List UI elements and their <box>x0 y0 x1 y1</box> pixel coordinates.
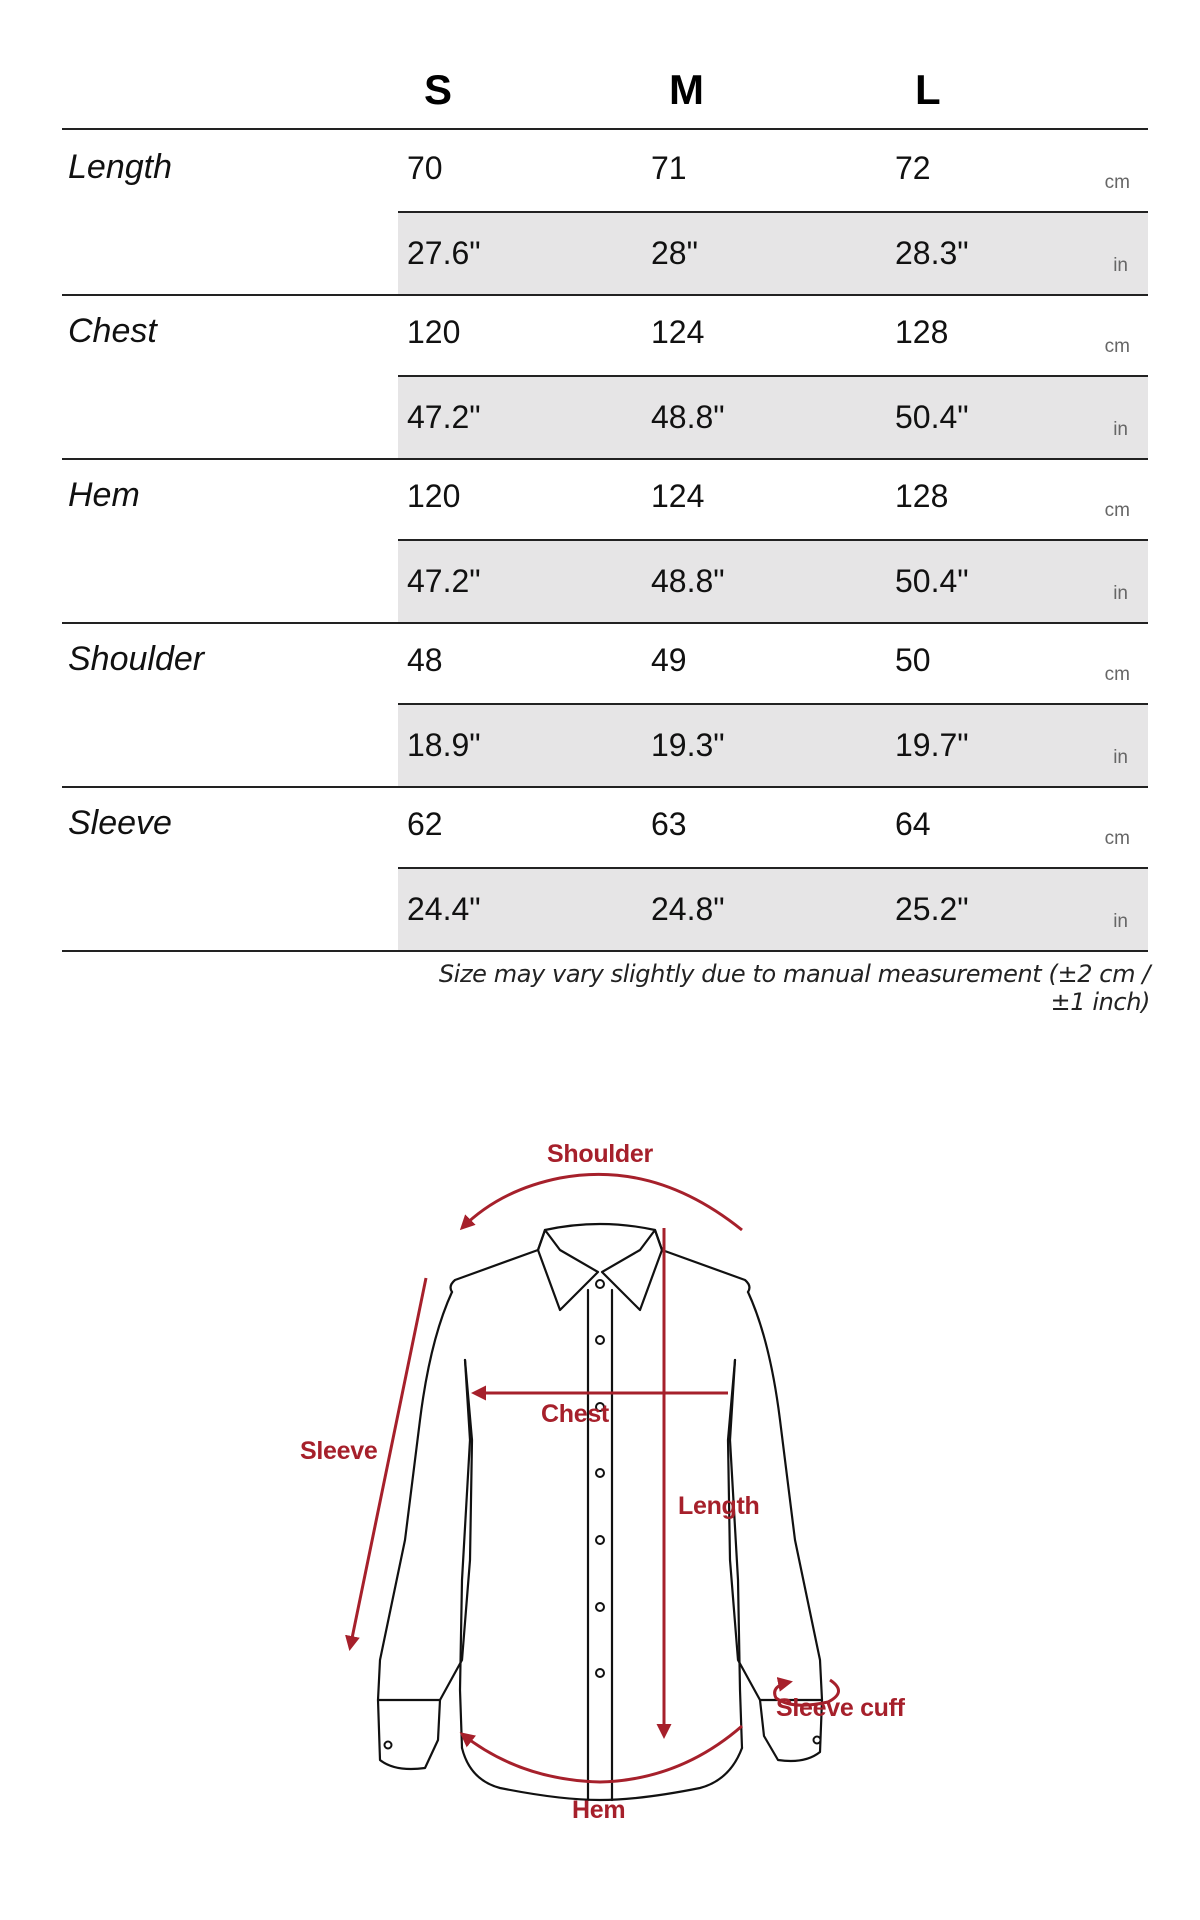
in-value: 25.2" <box>895 891 969 927</box>
unit-in: in <box>1113 583 1128 604</box>
measure-name: Length <box>68 148 172 186</box>
label-shoulder: Shoulder <box>547 1140 653 1168</box>
unit-in: in <box>1113 747 1128 768</box>
cm-row <box>398 458 1148 541</box>
in-value: 28" <box>651 235 698 271</box>
in-row <box>398 541 1148 622</box>
cm-value: 48 <box>407 642 443 678</box>
unit-in: in <box>1113 419 1128 440</box>
cm-value: 62 <box>407 806 443 842</box>
unit-in: in <box>1113 255 1128 276</box>
cm-value: 63 <box>651 806 687 842</box>
body-right-side <box>730 1360 742 1748</box>
cm-value: 120 <box>407 314 461 350</box>
in-value: 50.4" <box>895 563 969 599</box>
in-value: 50.4" <box>895 399 969 435</box>
in-value: 47.2" <box>407 399 481 435</box>
cm-value: 71 <box>651 150 687 186</box>
measure-group-length <box>62 130 1148 296</box>
cm-value: 50 <box>895 642 931 678</box>
measure-name: Hem <box>68 476 140 514</box>
unit-in: in <box>1113 911 1128 932</box>
measurement-note: Size may vary slightly due to manual measurement (±2 cm / ±1 inch) <box>438 960 1150 1016</box>
size-label-s: S <box>424 66 453 113</box>
measure-group-sleeve <box>62 786 1148 952</box>
label-chest: Chest <box>541 1400 609 1428</box>
label-sleeve: Sleeve <box>300 1437 378 1465</box>
hem-arrow <box>462 1726 742 1782</box>
label-hem: Hem <box>572 1796 626 1824</box>
measure-name: Chest <box>68 312 157 350</box>
cm-value: 128 <box>895 478 949 514</box>
unit-cm: cm <box>1104 500 1130 521</box>
label-length: Length <box>678 1492 760 1520</box>
cm-value: 64 <box>895 806 931 842</box>
in-value: 48.8" <box>651 563 725 599</box>
measure-name: Sleeve <box>68 804 172 842</box>
cm-row <box>398 294 1148 377</box>
in-row <box>398 705 1148 786</box>
unit-cm: cm <box>1104 172 1130 193</box>
in-row <box>398 869 1148 950</box>
measurement-arrows <box>350 1174 839 1782</box>
in-value: 24.8" <box>651 891 725 927</box>
in-value: 18.9" <box>407 727 481 763</box>
unit-cm: cm <box>1104 336 1130 357</box>
unit-cm: cm <box>1104 828 1130 849</box>
cm-value: 72 <box>895 150 931 186</box>
in-row <box>398 213 1148 294</box>
size-label-l: L <box>915 66 941 113</box>
measure-name: Shoulder <box>68 640 205 678</box>
size-label-m: M <box>669 66 704 113</box>
size-header-row <box>62 62 1148 130</box>
cm-value: 124 <box>651 478 705 514</box>
shoulder-right <box>662 1250 749 1292</box>
cm-value: 128 <box>895 314 949 350</box>
in-value: 19.7" <box>895 727 969 763</box>
in-value: 19.3" <box>651 727 725 763</box>
cm-row <box>398 786 1148 869</box>
in-row <box>398 377 1148 458</box>
body-left-side <box>460 1360 470 1748</box>
shoulder-left <box>451 1250 538 1292</box>
shoulder-arrow <box>462 1174 742 1230</box>
shirt-measurement-diagram <box>0 1100 1200 1920</box>
measure-group-shoulder <box>62 622 1148 788</box>
left-cuff <box>378 1700 440 1769</box>
measure-group-hem <box>62 458 1148 624</box>
cm-value: 49 <box>651 642 687 678</box>
in-value: 48.8" <box>651 399 725 435</box>
cm-value: 70 <box>407 150 443 186</box>
cm-row <box>398 622 1148 705</box>
in-value: 47.2" <box>407 563 481 599</box>
left-sleeve <box>378 1292 452 1700</box>
collar-back <box>545 1224 662 1250</box>
unit-cm: cm <box>1104 664 1130 685</box>
label-sleeve-cuff: Sleeve cuff <box>776 1694 905 1722</box>
in-value: 28.3" <box>895 235 969 271</box>
in-value: 27.6" <box>407 235 481 271</box>
in-value: 24.4" <box>407 891 481 927</box>
measure-group-chest <box>62 294 1148 460</box>
cm-value: 120 <box>407 478 461 514</box>
cm-row <box>398 130 1148 213</box>
cm-value: 124 <box>651 314 705 350</box>
